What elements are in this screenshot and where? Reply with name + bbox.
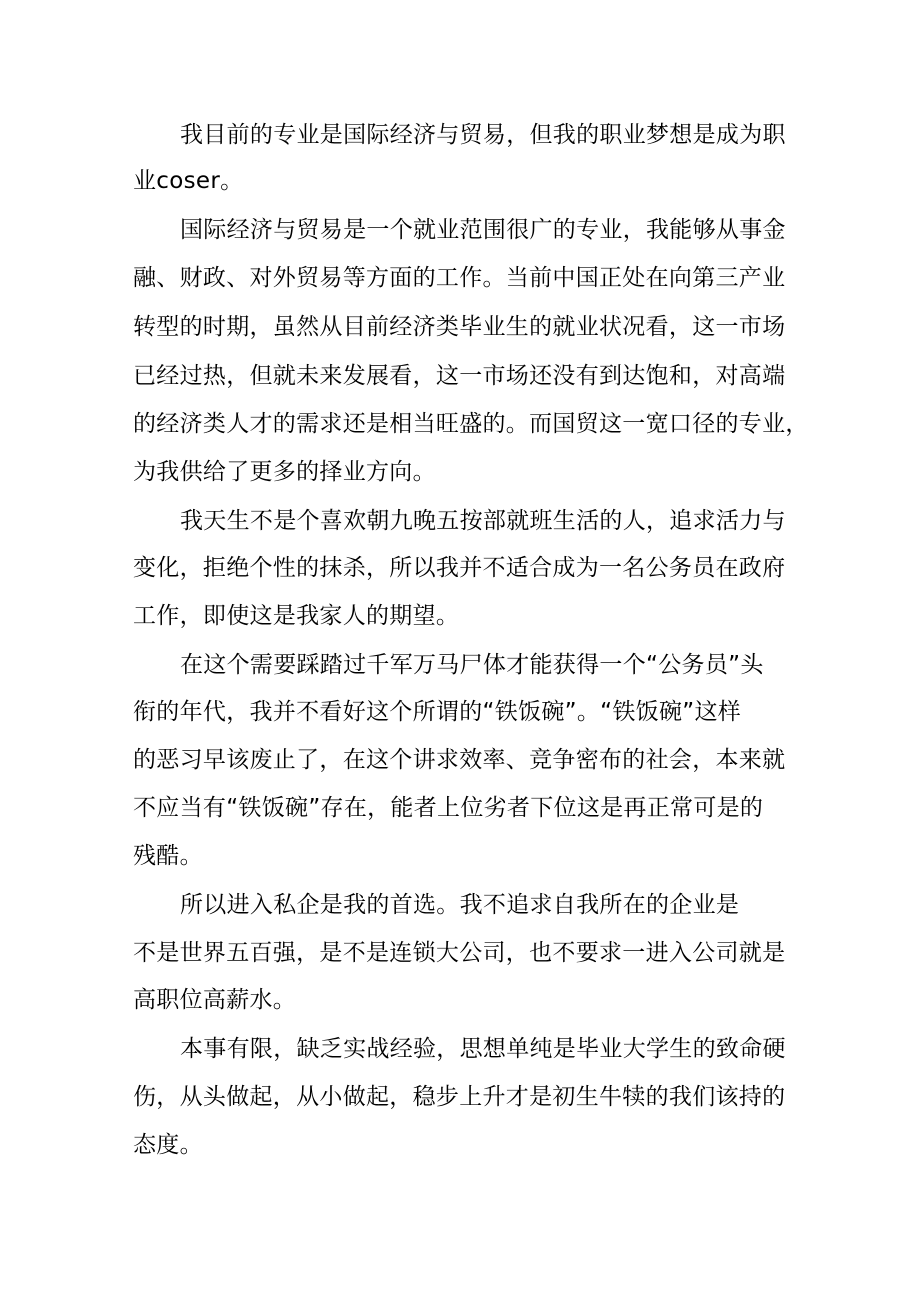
paragraph-line: 高职位高薪水。 [133, 987, 297, 1013]
paragraph-line: 本事有限，缺乏实战经验，思想单纯是毕业大学生的致命硬 [180, 1036, 786, 1062]
paragraph-line: 的经济类人才的需求还是相当旺盛的。而国贸这一宽口径的专业， [133, 411, 809, 437]
paragraph-line: 衔的年代，我并不看好这个所谓的“铁饭碗”。“铁饭碗”这样 [133, 699, 742, 725]
paragraph-line: 不应当有“铁饭碗”存在，能者上位劣者下位这是再正常可是的 [133, 795, 764, 821]
paragraph-line: 融、财政、对外贸易等方面的工作。当前中国正处在向第三产业 [133, 265, 786, 291]
paragraph-line: 的恶习早该废止了，在这个讲求效率、竞争密布的社会，本来就 [133, 747, 786, 773]
paragraph-line: 在这个需要踩踏过千军万马尸体才能获得一个“公务员”头 [180, 652, 764, 678]
paragraph-line: 为我供给了更多的择业方向。 [133, 459, 436, 485]
paragraph-line: 残酷。 [133, 843, 203, 869]
paragraph-line: 伤，从头做起，从小做起，稳步上升才是初生牛犊的我们该持的 [133, 1084, 786, 1110]
paragraph-line: 变化，拒绝个性的抹杀，所以我并不适合成为一名公务员在政府 [133, 555, 786, 581]
paragraph-line: 态度。 [133, 1132, 203, 1158]
paragraph-line: 已经过热，但就未来发展看，这一市场还没有到达饱和，对高端 [133, 363, 786, 389]
paragraph-line: 业coser。 [133, 168, 244, 194]
paragraph-line: 我天生不是个喜欢朝九晚五按部就班生活的人，追求活力与 [180, 508, 786, 534]
paragraph-line: 我目前的专业是国际经济与贸易，但我的职业梦想是成为职 [180, 122, 786, 148]
paragraph-line: 所以进入私企是我的首选。我不追求自我所在的企业是 [180, 892, 740, 918]
paragraph-line: 转型的时期，虽然从目前经济类毕业生的就业状况看，这一市场 [133, 314, 786, 340]
paragraph-line: 工作，即使这是我家人的期望。 [133, 603, 460, 629]
paragraph-line: 国际经济与贸易是一个就业范围很广的专业，我能够从事金 [180, 217, 786, 243]
paragraph-line: 不是世界五百强，是不是连锁大公司，也不要求一进入公司就是 [133, 940, 786, 966]
